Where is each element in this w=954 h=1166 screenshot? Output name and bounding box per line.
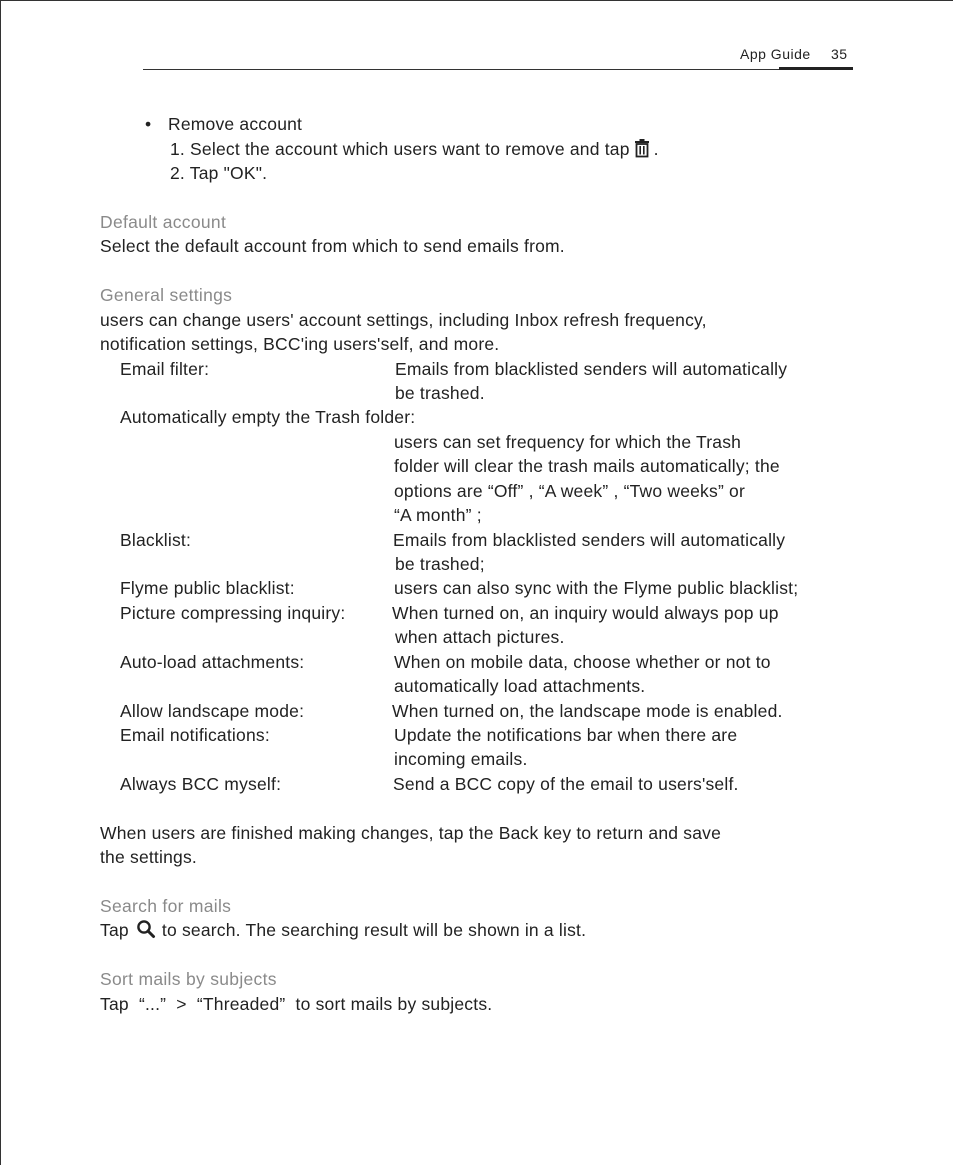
setting-label-landscape: Allow landscape mode: xyxy=(120,701,305,721)
general-settings-heading: General settings xyxy=(100,285,233,305)
setting-desc: be trashed. xyxy=(395,383,485,403)
step-1-text: 1. Select the account which users want to remove and tap xyxy=(170,139,630,159)
setting-desc: be trashed; xyxy=(395,554,485,574)
setting-desc: folder will clear the trash mails automatically; the xyxy=(394,456,780,476)
general-settings-intro-1: users can change users' account settings, including Inbox refresh frequency, xyxy=(100,310,707,330)
default-account-heading: Default account xyxy=(100,212,227,232)
setting-label-flyme-blacklist: Flyme public blacklist: xyxy=(120,578,295,598)
search-mails-body xyxy=(100,918,586,945)
search-suffix: to search. The searching result will be shown in a list. xyxy=(161,920,587,940)
header-rule xyxy=(143,69,853,70)
general-settings-outro-1: When users are finished making changes, tap the Back key to return and save xyxy=(100,823,722,843)
general-settings-intro-2: notification settings, BCC'ing users'self, and more. xyxy=(100,334,500,354)
remove-account-step-2: 2. Tap "OK". xyxy=(170,163,268,183)
trash-icon xyxy=(632,138,652,164)
setting-desc: When on mobile data, choose whether or not to xyxy=(394,652,771,672)
setting-label-notifications: Email notifications: xyxy=(120,725,270,745)
setting-label-email-filter: Email filter: xyxy=(120,359,210,379)
page-number: 35 xyxy=(831,46,848,62)
remove-account-step-1 xyxy=(170,137,659,164)
search-mails-heading: Search for mails xyxy=(100,896,232,916)
default-account-body: Select the default account from which to send emails from. xyxy=(100,236,565,256)
setting-desc: Emails from blacklisted senders will automatically xyxy=(395,359,788,379)
search-icon xyxy=(136,919,156,945)
bullet: • xyxy=(145,114,152,134)
setting-label-picture-compress: Picture compressing inquiry: xyxy=(120,603,346,623)
search-prefix: Tap xyxy=(100,920,129,940)
setting-desc: options are “Off” , “A week” , “Two weeks” or xyxy=(394,481,746,501)
header-accent-bar xyxy=(779,67,853,70)
sort-mails-heading: Sort mails by subjects xyxy=(100,969,277,989)
setting-desc: users can also sync with the Flyme public blacklist; xyxy=(394,578,799,598)
setting-label-bcc: Always BCC myself: xyxy=(120,774,282,794)
setting-desc: when attach pictures. xyxy=(395,627,565,647)
step-1-suffix: . xyxy=(653,139,659,159)
general-settings-outro-2: the settings. xyxy=(100,847,197,867)
remove-account-title: Remove account xyxy=(168,114,303,134)
setting-desc: Send a BCC copy of the email to users'self. xyxy=(393,774,739,794)
setting-desc: incoming emails. xyxy=(394,749,528,769)
setting-desc: Update the notifications bar when there are xyxy=(394,725,738,745)
header-section-title: App Guide xyxy=(740,46,811,62)
setting-desc: When turned on, an inquiry would always pop up xyxy=(392,603,779,623)
setting-desc: Emails from blacklisted senders will automatically xyxy=(393,530,786,550)
setting-label-auto-empty-trash: Automatically empty the Trash folder: xyxy=(120,407,416,427)
setting-label-auto-load: Auto-load attachments: xyxy=(120,652,305,672)
setting-desc: automatically load attachments. xyxy=(394,676,646,696)
setting-desc: When turned on, the landscape mode is enabled. xyxy=(392,701,783,721)
setting-desc: users can set frequency for which the Trash xyxy=(394,432,742,452)
setting-desc: “A month” ; xyxy=(394,505,482,525)
sort-mails-body: Tap “...” > “Threaded” to sort mails by subjects. xyxy=(100,994,493,1014)
setting-label-blacklist: Blacklist: xyxy=(120,530,192,550)
